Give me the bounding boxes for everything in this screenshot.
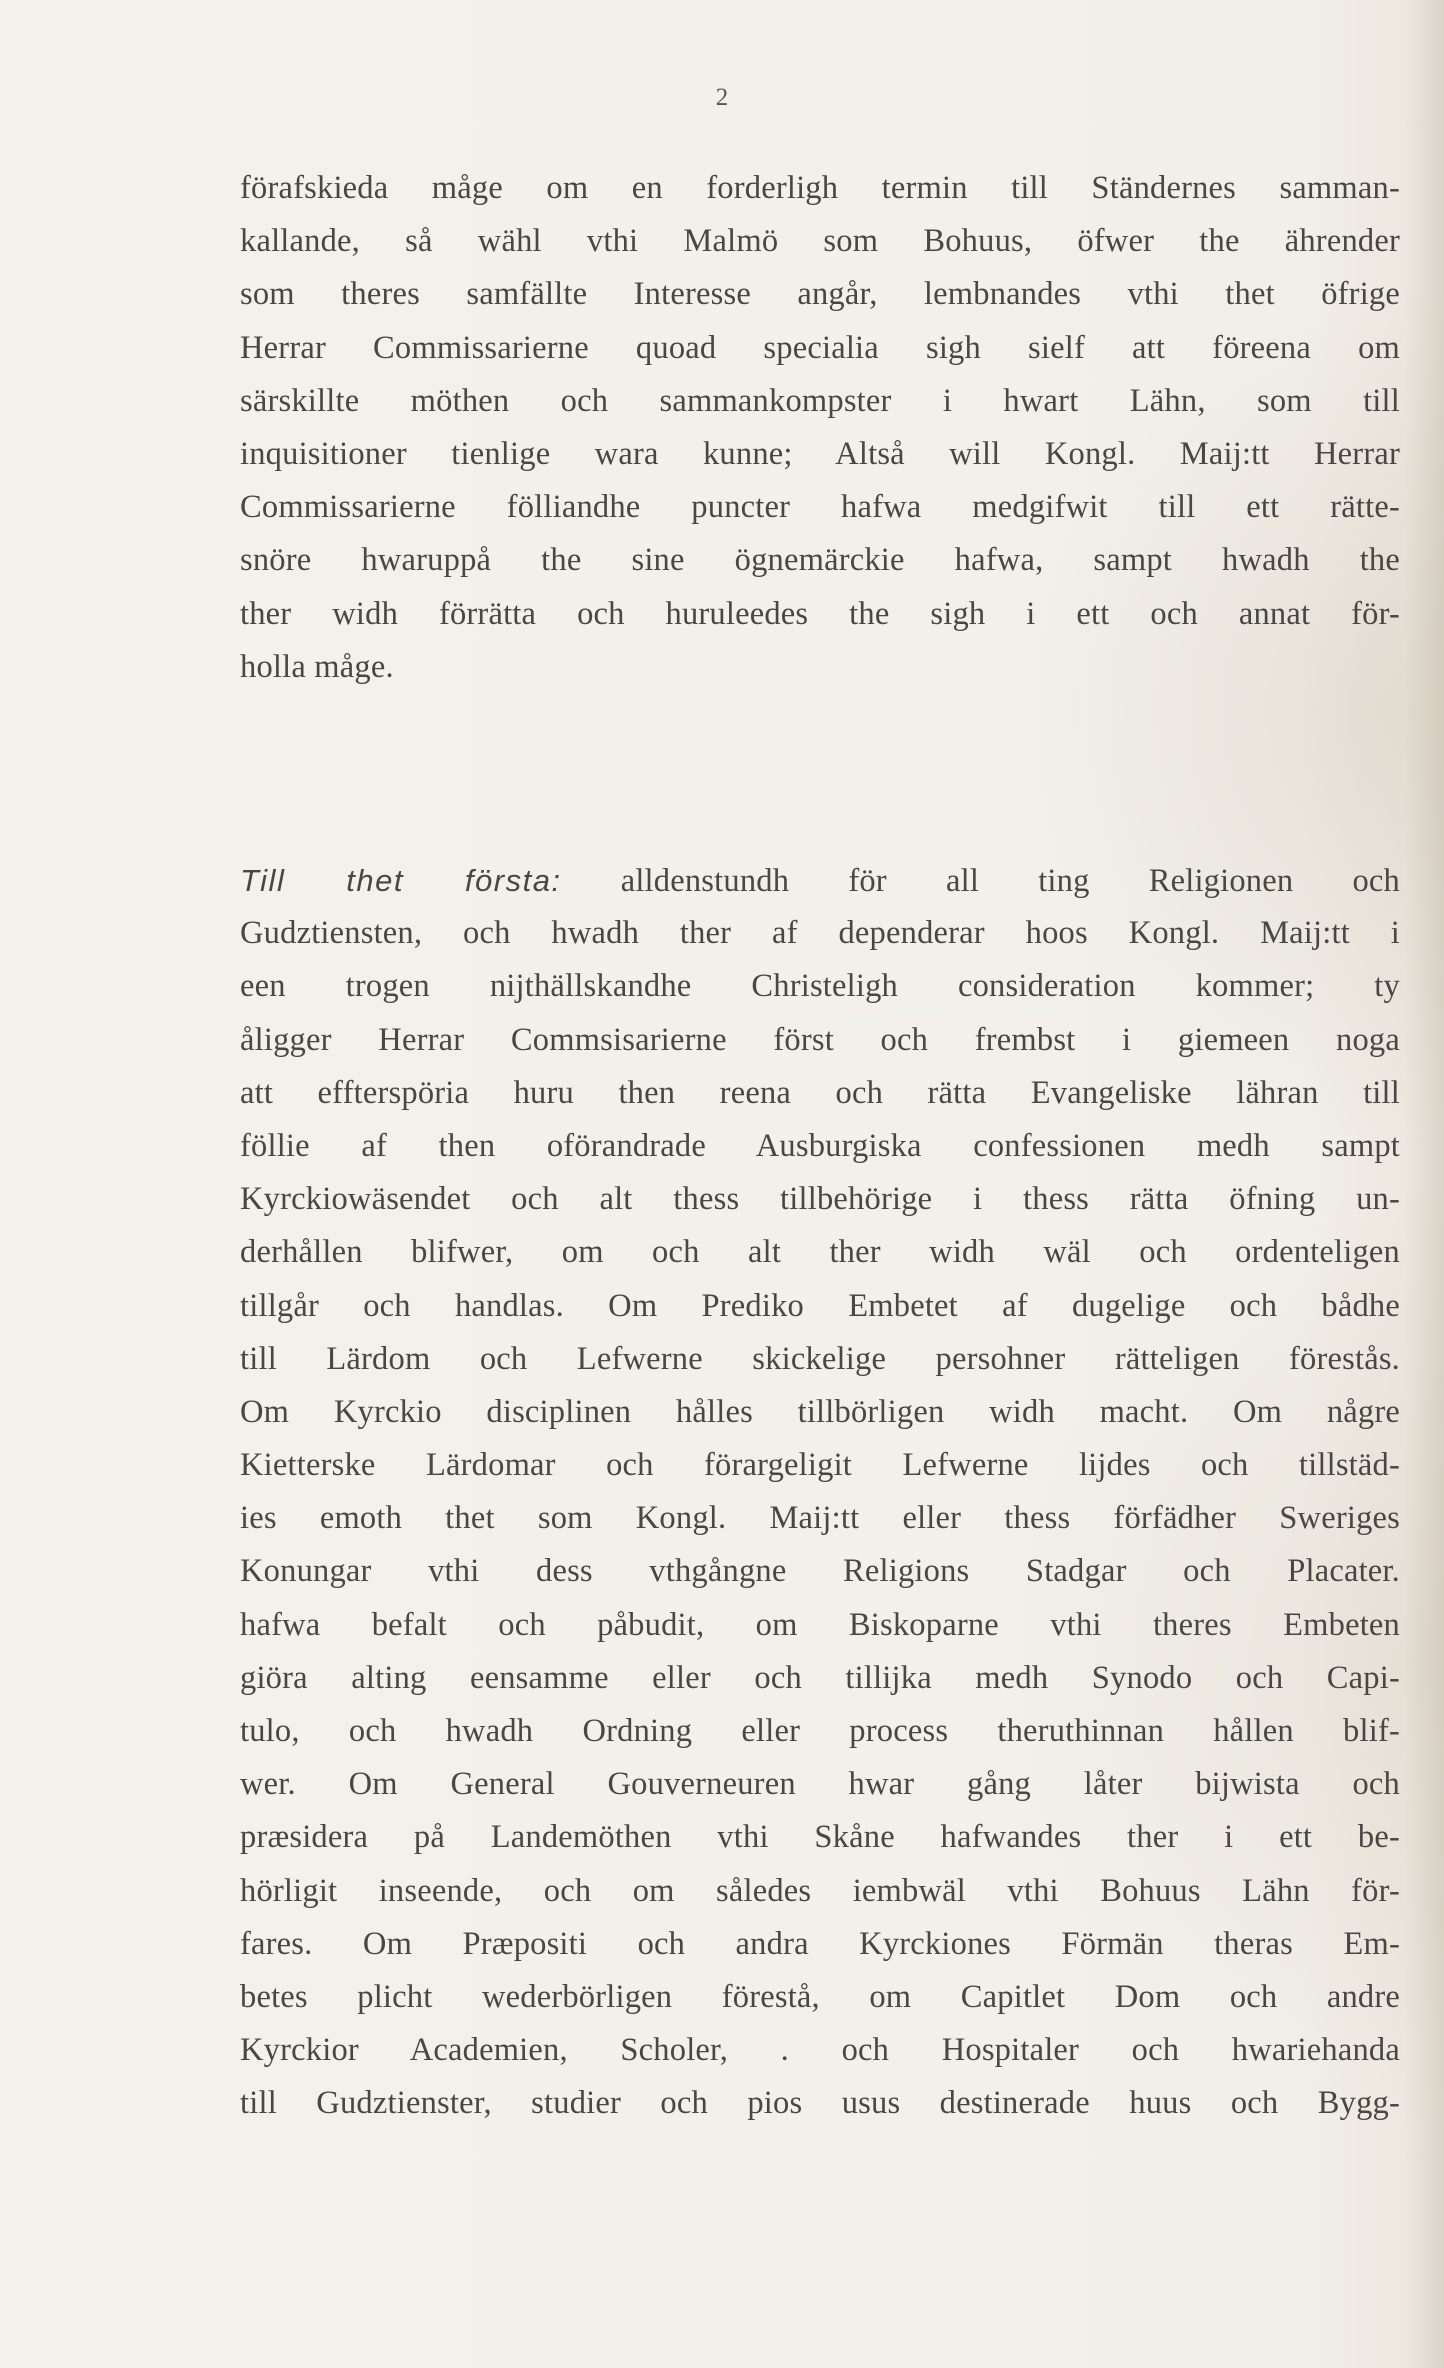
text-line: Konungar vthi dess vthgångne Religions Stadgar och Placater. [240, 1553, 1400, 1590]
text-line: Kyrckiowäsendet och alt thess tillbehörige i thess rätta öfning un- [240, 1181, 1400, 1218]
text-line: præsidera på Landemöthen vthi Skåne hafwandes ther i ett be- [240, 1819, 1400, 1856]
text-line: Kietterske Lärdomar och förargeligit Lefwerne lijdes och tillstäd- [240, 1447, 1400, 1484]
text-line: derhållen blifwer, om och alt ther widh wäl och ordenteligen [240, 1234, 1400, 1271]
text-line: hafwa befalt och påbudit, om Biskoparne vthi theres Embeten [240, 1606, 1400, 1643]
text-line: inquisitioner tienlige wara kunne; Altså will Kongl. Maij:tt Herrar [240, 435, 1400, 472]
text-line: Herrar Commissarierne quoad specialia sigh sielf att föreena om [240, 329, 1400, 366]
text-line: kallande, så wähl vthi Malmö som Bohuus, öfwer the ährender [240, 223, 1400, 260]
text-line: betes plicht wederbörligen förestå, om Capitlet Dom och andre [240, 1978, 1400, 2015]
text-line: een trogen nijthällskandhe Christeligh consideration kommer; ty [240, 968, 1400, 1005]
text-line: föllie af then oförandrade Ausburgiska confessionen medh sampt [240, 1127, 1400, 1164]
page-number: 2 [715, 84, 729, 111]
section-heading: Till thet första: [240, 863, 562, 898]
text-line: wer. Om General Gouverneuren hwar gång låter bijwista och [240, 1766, 1400, 1803]
text-line: till Gudztienster, studier och pios usus destinerade huus och Bygg- [240, 2085, 1400, 2122]
text-line: Kyrckior Academien, Scholer, . och Hospitaler och hwariehanda [240, 2032, 1400, 2069]
text-line: ies emoth thet som Kongl. Maij:tt eller thess förfädher Sweriges [240, 1500, 1400, 1537]
paragraph-2 [240, 854, 1400, 2131]
text-line: Om Kyrckio disciplinen hålles tillbörligen widh macht. Om någre [240, 1393, 1400, 1430]
text-line: åligger Herrar Commsisarierne först och frembst i giemeen noga [240, 1021, 1400, 1058]
text-line [240, 854, 1400, 907]
text-line: tulo, och hwadh Ordning eller process theruthinnan hållen blif- [240, 1713, 1400, 1749]
text-line: hörligit inseende, och om således iembwäl vthi Bohuus Lähn för- [240, 1872, 1400, 1909]
text-line: förafskieda måge om en forderligh termin till Ständernes samman- [240, 170, 1400, 206]
text-line: tillgår och handlas. Om Prediko Embetet af dugelige och bådhe [240, 1287, 1400, 1324]
heading-line-rest: alldenstundh för all ting Religionen och [620, 863, 1400, 899]
text-line: att effterspöria huru then reena och rätta Evangeliske lähran till [240, 1074, 1400, 1111]
text-line: som theres samfällte Interesse angår, lembnandes vthi thet öfrige [240, 276, 1400, 313]
text-line: giöra alting eensamme eller och tillijka medh Synodo och Capi- [240, 1659, 1400, 1696]
text-line: holla måge. [240, 648, 394, 685]
text-line: fares. Om Præpositi och andra Kyrckiones Förmän theras Em- [240, 1925, 1400, 1962]
text-line: särskillte möthen och sammankompster i hwart Lähn, som till [240, 382, 1400, 419]
text-line: snöre hwaruppå the sine ögnemärckie hafwa, sampt hwadh the [240, 542, 1400, 579]
text-line: ther widh förrätta och huruleedes the sigh i ett och annat för- [240, 595, 1400, 632]
page-edge-shadow [1404, 0, 1444, 2368]
paragraph-1 [240, 162, 1400, 694]
text-line: Commissarierne fölliandhe puncter hafwa medgifwit till ett rätte- [240, 489, 1400, 526]
text-line: Gudztiensten, och hwadh ther af dependerar hoos Kongl. Maij:tt i [240, 915, 1400, 952]
text-line: till Lärdom och Lefwerne skickelige persohner rätteligen förestås. [240, 1340, 1400, 1377]
